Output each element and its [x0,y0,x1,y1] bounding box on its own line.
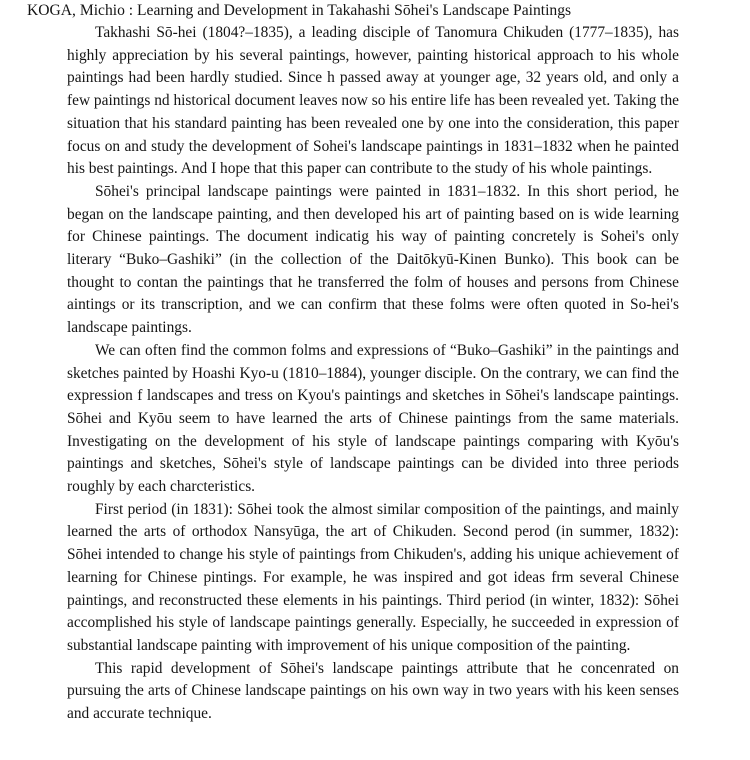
abstract-body [67,22,679,726]
paper-title: KOGA, Michio : Learning and Development in Takahashi Sōhei's Landscape Paintings [27,2,572,19]
abstract-paragraph-5: This rapid development of Sōhei's landscape paintings attribute that he concenrated on pursuing the arts of Chinese landscape paintings on his own way in two years with his keen senses and accurate technique. [67,659,679,723]
abstract-paragraph-1: Takhashi Sō-hei (1804?–1835), a leading disciple of Tanomura Chikuden (1777–1835), has highly appreciation by his several paintings, however, painting historical approach to his whole paintings had been hardly studied. Since h passed away at younger age, 32 years old, and only a few paintings nd historical document leaves now so his entire life has been revealed yet. Taking the situation that his standard painting has been revealed one by one into the consideration, this paper focus on and study the development of Sohei's landscape paintings in 1831–1832 when he painted his best paintings. And I hope that this paper can contribute to the study of his whole paintings. [67,24,679,178]
abstract-paragraph-2: Sōhei's principal landscape paintings were painted in 1831–1832. In this short period, he began on the landscape painting, and then developed his art of painting based on is wide learning for Chinese paintings. The document indicatig his way of painting concretely is Sohei's only literary “Buko–Gashiki” (in the collection of the Daitōkyū-Kinen Bunko). This book can be thought to contan the paintings that he transferred the folm of houses and persons from Chinese aintings or its transcription, and we can confirm that these folms were often quoted in So-hei's landscape paintings. [67,182,679,337]
abstract-paragraph-4: First period (in 1831): Sōhei took the almost similar composition of the paintings, and mainly learned the arts of orthodox Nansyūga, the art of Chikuden. Second perod (in summer, 1832): Sōhei intended to change his style of paintings from Chikuden's, adding his unique achievement of learning for Chinese pintings. For example, he was inspired and got ideas frm several Chinese paintings, and reconstructed these elements in his paintings. Third period (in winter, 1832): Sōhei accomplished his style of landscape paintings generally. Especially, he succeeded in expression of substantial landscape painting with improvement of his unique composition of the painting. [67,500,679,654]
abstract-paragraph-3: We can often find the common folms and expressions of “Buko–Gashiki” in the paintings and sketches painted by Hoashi Kyo-u (1810–1884), younger disciple. On the contrary, we can find the expression f landscapes and tress on Kyou's paintings and sketches in Sōhei's landscape paintings. Sōhei and Kyōu seem to have learned the arts of Chinese paintings from the same materials. Investigating on the development of his style of landscape paintings comparing with Kyōu's paintings and sketches, Sōhei's style of landscape paintings can be divided into three periods roughly by each charcteristics. [67,341,679,496]
